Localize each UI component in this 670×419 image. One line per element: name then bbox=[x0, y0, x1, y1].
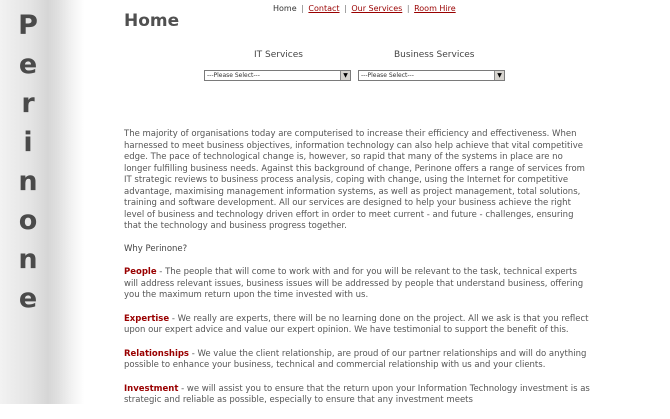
benefit-text: - We really are experts, there will be no learning done on the project. All we ask is that you reflect upon our expert advice and value our expert opinion. We have testimonial to support the benefit of this. bbox=[124, 313, 589, 335]
brand-letter: o bbox=[18, 205, 38, 236]
benefit-expertise bbox=[124, 314, 590, 337]
brand-logo bbox=[0, 6, 56, 318]
brand-letter: r bbox=[21, 88, 35, 119]
dropdown-arrow-icon[interactable]: ▼ bbox=[340, 71, 350, 80]
nav-our-services-link[interactable]: Our Services bbox=[351, 4, 403, 13]
intro-paragraph: The majority of organisations today are computerised to increase their efficiency and effectiveness. When harnessed to meet business objectives, information technology can also help achieve that vital competitive edge. The pace of technological change is, however, so rapid that many of the systems in place are no longer fulfilling business needs. Against this background of change, Perinone offers a range of services from IT strategic reviews to business process analysis, coping with change, using the Internet for competitive advantage, maximising management information systems, as well as project management, total solutions, training and software development. All our services are designed to help your business achieve the right level of business and technology driven effort in order to meet current - and future - challenges, ensuring that the technology and business progress together. bbox=[124, 129, 585, 231]
nav-separator: | bbox=[406, 4, 410, 13]
nav-separator: | bbox=[344, 4, 347, 13]
nav-home[interactable]: Home bbox=[273, 4, 297, 13]
it-services-select[interactable] bbox=[204, 70, 351, 81]
brand-letter: i bbox=[23, 127, 33, 158]
top-navigation bbox=[273, 4, 456, 13]
sidebar bbox=[0, 0, 84, 404]
why-perinone-heading: Why Perinone? bbox=[124, 243, 188, 254]
benefit-investment bbox=[124, 384, 590, 407]
brand-letter: e bbox=[18, 49, 38, 80]
business-services-select[interactable] bbox=[358, 70, 505, 81]
it-services-label: IT Services bbox=[254, 50, 303, 60]
benefit-text: - The people that will come to work with and for you will be relevant to the task, technical experts will address relevant issues, business issues will be addressed by people that understand business, offering you the maximum return upon the time invested with us. bbox=[124, 267, 584, 300]
main-content bbox=[124, 129, 590, 419]
nav-room-hire-link[interactable]: Room Hire bbox=[414, 4, 456, 13]
nav-contact-link[interactable]: Contact bbox=[308, 4, 340, 13]
benefit-relationships bbox=[124, 349, 590, 372]
benefit-term: People bbox=[124, 267, 157, 277]
brand-letter: e bbox=[18, 283, 38, 314]
brand-letter: P bbox=[18, 10, 38, 41]
benefit-term: Relationships bbox=[124, 348, 189, 359]
business-services-label: Business Services bbox=[394, 50, 475, 60]
brand-letter: n bbox=[18, 166, 38, 197]
benefit-term: Expertise bbox=[124, 313, 170, 324]
business-services-select-value: ---Please Select--- bbox=[361, 72, 414, 79]
benefit-text: - We value the client relationship, are proud of our partner relationships and will do anything possible to enhance your business, technical and commercial relationship with us and your clients. bbox=[124, 348, 587, 370]
brand-letter: n bbox=[18, 244, 38, 275]
dropdown-arrow-icon[interactable]: ▼ bbox=[494, 71, 504, 80]
benefit-term: Investment bbox=[124, 383, 179, 394]
benefit-people bbox=[124, 267, 590, 302]
page-title: Home bbox=[124, 11, 180, 31]
benefit-text: - we will assist you to ensure that the return upon your Information Technology investment is as strategic and reliable as possible, especially to ensure that any investment meets bbox=[124, 383, 590, 405]
nav-separator: | bbox=[301, 4, 304, 13]
it-services-select-value: ---Please Select--- bbox=[207, 72, 260, 79]
